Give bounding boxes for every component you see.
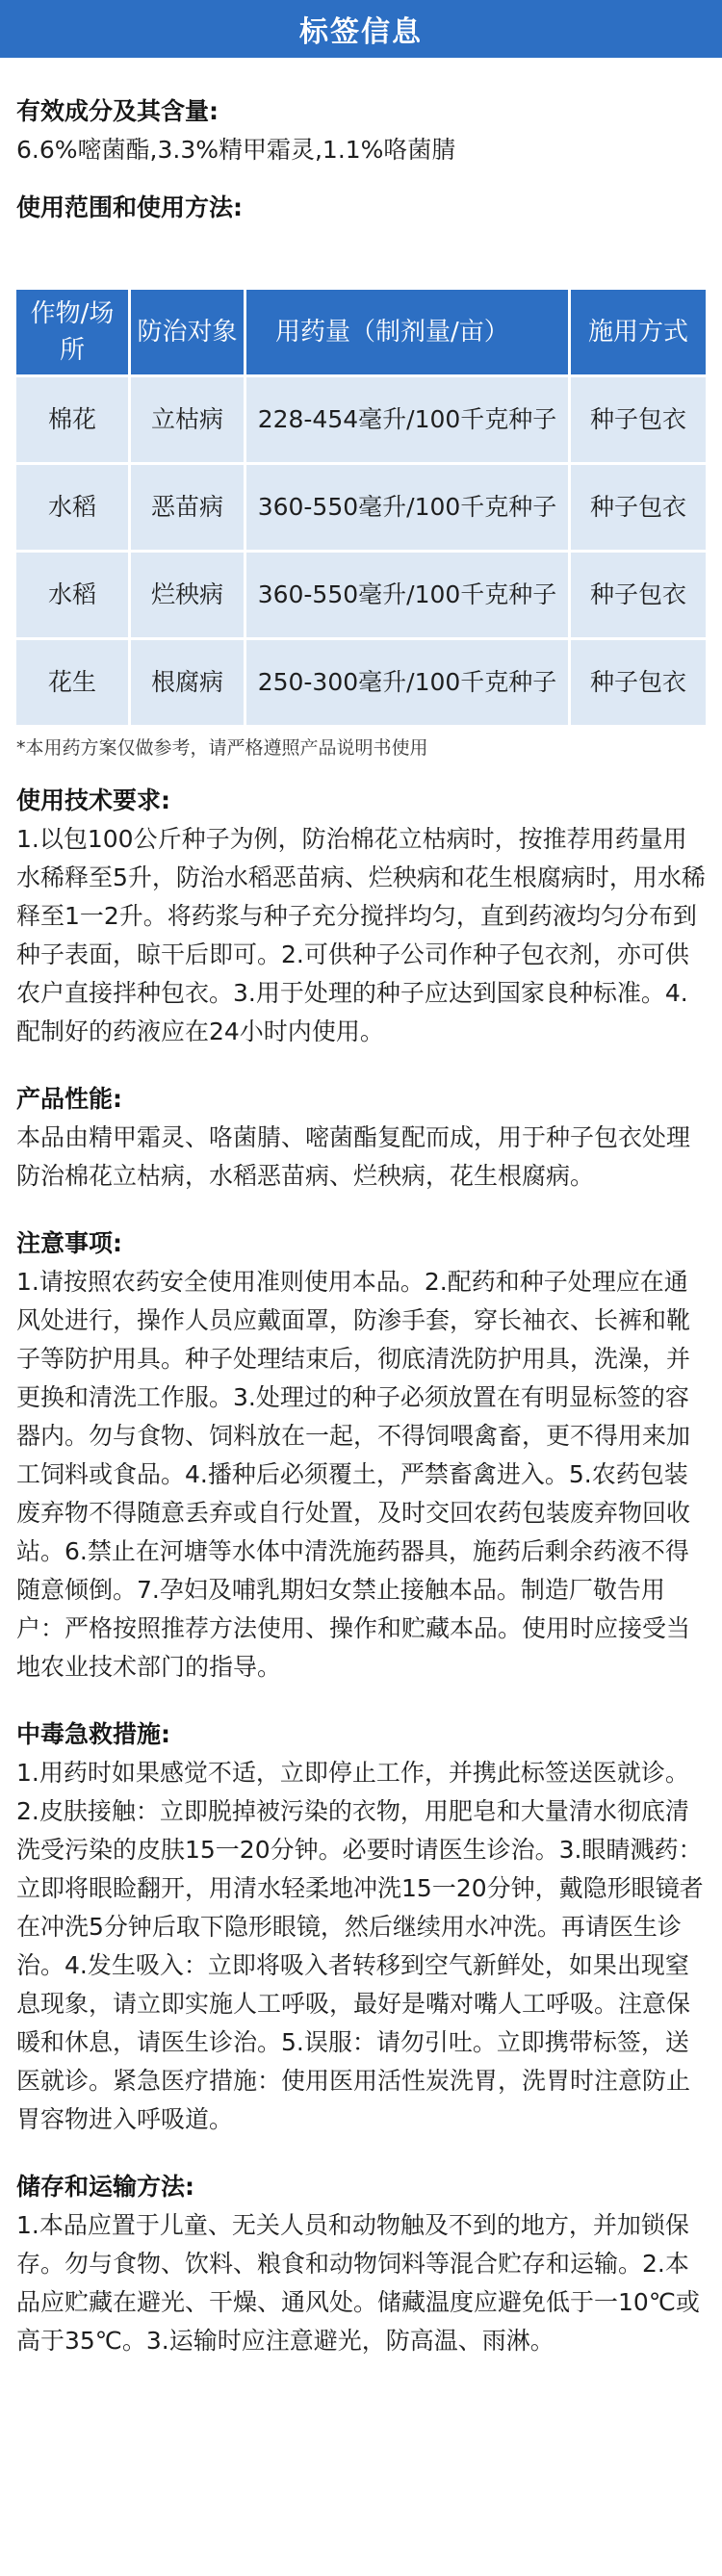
cell-method: 种子包衣 <box>571 465 706 550</box>
usage-title: 使用范围和使用方法: <box>16 193 243 221</box>
cell-crop: 棉花 <box>16 377 128 462</box>
cell-target: 烂秧病 <box>131 553 244 637</box>
table-row <box>16 640 706 725</box>
performance-body: 本品由精甲霜灵、咯菌腈、嘧菌酯复配而成，用于种子包衣处理防治棉花立枯病，水稻恶苗病、烂秧病，花生根腐病。 <box>16 1123 691 1190</box>
cell-crop: 水稻 <box>16 465 128 550</box>
ingredients-section <box>16 92 710 169</box>
cell-dosage: 360-550毫升/100千克种子 <box>246 553 568 637</box>
storage-body: 1.本品应置于儿童、无关人员和动物触及不到的地方，并加锁保存。勿与食物、饮料、粮食和动物饲料等混合贮存和运输。2.本品应贮藏在避光、干燥、通风处。储藏温度应避免低于一10℃或高于35℃。3.运输时应注意避光，防高温、雨淋。 <box>16 2211 700 2355</box>
cell-dosage: 228-454毫升/100千克种子 <box>246 377 568 462</box>
cell-target: 恶苗病 <box>131 465 244 550</box>
ingredients-title: 有效成分及其含量: <box>16 97 219 125</box>
cell-method: 种子包衣 <box>571 553 706 637</box>
storage-section <box>16 2168 710 2360</box>
firstaid-section <box>16 1715 710 2139</box>
cell-crop: 水稻 <box>16 553 128 637</box>
cell-target: 立枯病 <box>131 377 244 462</box>
performance-section <box>16 1080 710 1196</box>
col-header-method: 施用方式 <box>571 290 706 374</box>
technique-body: 1.以包100公斤种子为例，防治棉花立枯病时，按推荐用药量用水稀释至5升，防治水稻恶苗病、烂秧病和花生根腐病时，用水稀释至1一2升。将药浆与种子充分搅拌均匀，直到药液均匀分布到种子表面，晾干后即可。2.可供种子公司作种子包衣剂，亦可供农户直接拌种包衣。3.用于处理的种子应达到国家良种标准。4.配制好的药液应在24小时内使用。 <box>16 825 706 1045</box>
firstaid-title: 中毒急救措施: <box>16 1720 170 1748</box>
firstaid-body: 1.用药时如果感觉不适，立即停止工作，并携此标签送医就诊。2.皮肤接触：立即脱掉被污染的衣物，用肥皂和大量清水彻底清洗受污染的皮肤15一20分钟。必要时请医生诊治。3.眼睛溅药：立即将眼睑翻开，用清水轻柔地冲洗15一20分钟，戴隐形眼镜者在冲洗5分钟后取下隐形眼镜，然后继续用水冲洗。再请医生诊治。4.发生吸入：立即将吸入者转移到空气新鲜处，如果出现窒息现象，请立即实施人工呼吸，最好是嘴对嘴人工呼吸。注意保暖和休息，请医生诊治。5.误服：请勿引吐。立即携带标签，送医就诊。紧急医疗措施：使用医用活性炭洗胃，洗胃时注意防止胃容物进入呼吸道。 <box>16 1759 704 2133</box>
cell-method: 种子包衣 <box>571 640 706 725</box>
technique-section <box>16 782 710 1051</box>
usage-section <box>16 189 710 762</box>
col-header-target: 防治对象 <box>131 290 244 374</box>
table-row <box>16 553 706 637</box>
table-row <box>16 465 706 550</box>
col-header-dosage: 用药量（制剂量/亩） <box>246 290 568 374</box>
cell-dosage: 360-550毫升/100千克种子 <box>246 465 568 550</box>
precautions-body: 1.请按照农药安全使用准则使用本品。2.配药和种子处理应在通风处进行，操作人员应戴面罩，防渗手套，穿长袖衣、长裤和靴子等防护用具。种子处理结束后，彻底清洗防护用具，洗澡，并更换和清洗工作服。3.处理过的种子必须放置在有明显标签的容器内。勿与食物、饲料放在一起，不得饲喂禽畜，更不得用来加工饲料或食品。4.播种后必须覆土，严禁畜禽进入。5.农药包装废弃物不得随意丢弃或自行处置，及时交回农药包装废弃物回收站。6.禁止在河塘等水体中清洗施药器具，施药后剩余药液不得随意倾倒。7.孕妇及哺乳期妇女禁止接触本品。制造厂敬告用户：严格按照推荐方法使用、操作和贮藏本品。使用时应接受当地农业技术部门的指导。 <box>16 1268 691 1681</box>
performance-title: 产品性能: <box>16 1085 122 1113</box>
cell-crop: 花生 <box>16 640 128 725</box>
technique-title: 使用技术要求: <box>16 786 170 814</box>
storage-title: 储存和运输方法: <box>16 2173 194 2201</box>
dosage-table <box>13 287 709 728</box>
col-header-crop: 作物/场所 <box>16 290 128 374</box>
page-title: 标签信息 <box>299 15 423 49</box>
cell-dosage: 250-300毫升/100千克种子 <box>246 640 568 725</box>
label-content <box>0 58 722 2360</box>
ingredients-body: 6.6%嘧菌酯,3.3%精甲霜灵,1.1%咯菌腈 <box>16 136 456 164</box>
precautions-section <box>16 1224 710 1687</box>
header-bar <box>0 0 722 58</box>
table-row <box>16 377 706 462</box>
table-header-row <box>16 290 706 374</box>
cell-target: 根腐病 <box>131 640 244 725</box>
precautions-title: 注意事项: <box>16 1229 122 1257</box>
cell-method: 种子包衣 <box>571 377 706 462</box>
usage-footnote: *本用药方案仅做参考，请严格遵照产品说明书使用 <box>16 737 428 759</box>
